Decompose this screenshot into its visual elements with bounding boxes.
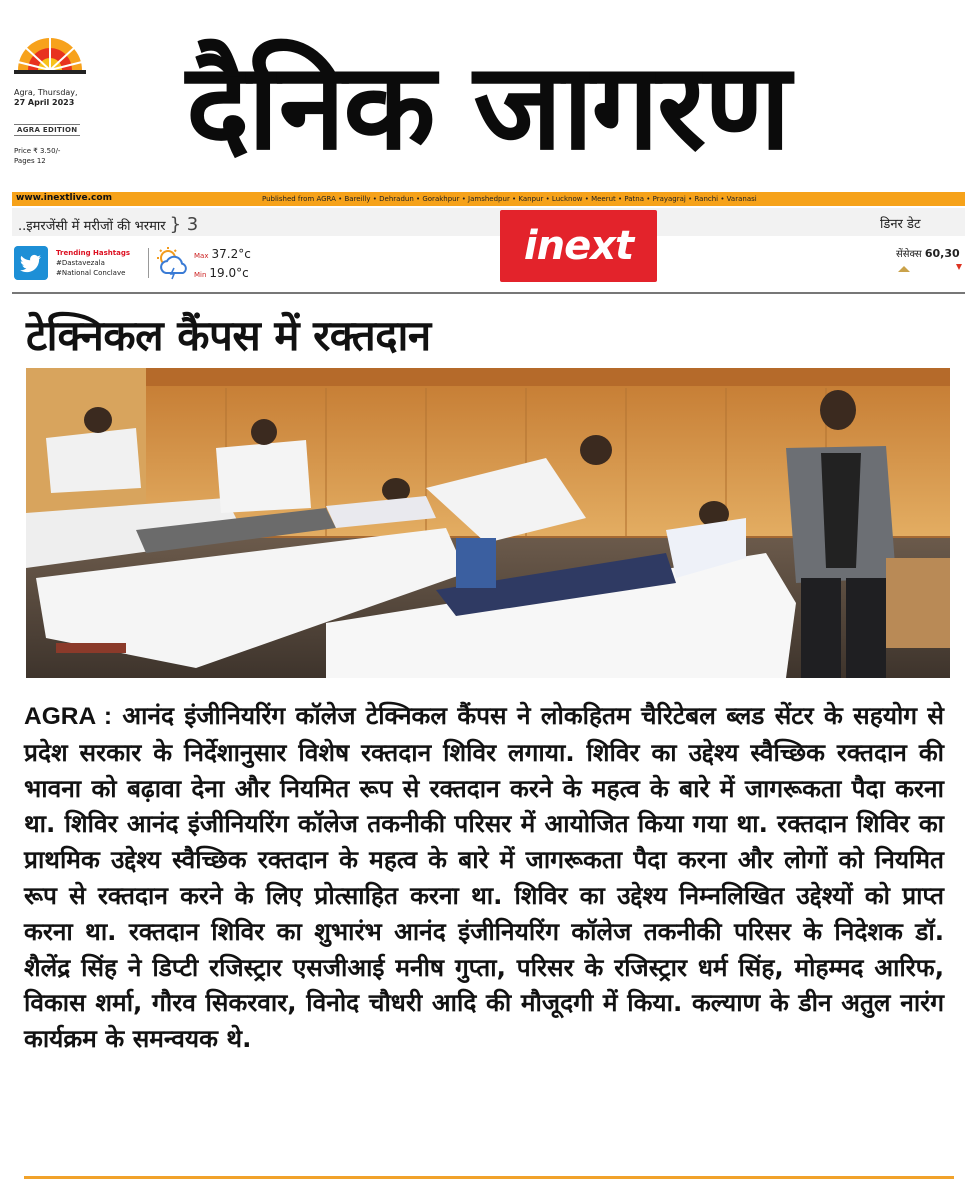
inext-logo: inext: [500, 210, 657, 282]
divider: [148, 248, 149, 278]
dainik-jagran-sun-logo-icon: [14, 34, 86, 74]
hashtag[interactable]: #Dastavezala: [56, 259, 105, 267]
edition-label: AGRA EDITION: [14, 124, 80, 136]
price-block: [14, 146, 60, 166]
page-count: Pages 12: [14, 157, 46, 165]
trending-hashtags: [56, 248, 130, 278]
min-temp-label: Min: [194, 271, 207, 279]
issue-day: Agra, Thursday,: [14, 88, 78, 97]
article-text: आनंद इंजीनियरिंग कॉलेज टेक्निकल कैंपस ने लोकहितम चैरिटेबल ब्लड सेंटर के सहयोग से प्रदेश सरकार के निर्देशानुसार विशेष रक्तदान शिविर लगाया. शिविर का उद्देश्य स्वैच्छिक रक्तदान की भावना को बढ़ावा देना और नियमित रूप से रक्तदान करने के महत्व के बारे में जागरूकता पैदा करना था. शिविर आनंद इंजीनियरिंग कॉलेज तकनीकी परिसर में आयोजित किया गया था. रक्तदान शिविर का प्राथमिक उद्देश्य स्वैच्छिक रक्तदान के महत्व के बारे में जागरूकता पैदा करना और लोगों को नियमित रूप से रक्तदान करने के लिए प्रोत्साहित करना था. शिविर का उद्देश्य निम्नलिखित उद्देश्यों को प्राप्त करना था. रक्तदान शिविर का शुभारंभ आनंद इंजीनियरिंग कॉलेज तकनीकी परिसर के निदेशक डॉ. शैलेंद्र सिंह ने डिप्टी रजिस्ट्रार एसजीआई मनीष गुप्ता, परिसर के रजिस्ट्रार धर्म सिंह, मोहम्मद आरिफ, विकास शर्मा, गौरव सिकरवार, विनोद चौधरी आदि की मौजूदगी में किया. कल्याण के डीन अतुल नारंग कार्यक्रम के समन्वयक थे.: [24, 701, 944, 1054]
article-headline: टेक्निकल कैंपस में रक्तदान: [26, 311, 431, 360]
sensex-readout: [896, 246, 960, 260]
divider: [24, 1176, 954, 1179]
issue-full-date: 27 April 2023: [14, 98, 75, 107]
max-temp: 37.2°c: [211, 247, 251, 261]
sensex-value: 60,30: [924, 247, 960, 260]
blood-donation-camp-photo: [26, 368, 950, 678]
article-body: [24, 698, 944, 1057]
price: Price ₹ 3.50/-: [14, 147, 61, 155]
published-cities: Published from AGRA • Bareilly • Dehradun • Gorakhpur • Jamshedpur • Kanpur • Lucknow • Meerut • Patna • Prayagraj • Ranchi • Varanasi: [262, 195, 757, 203]
weather-readout: [194, 246, 251, 284]
max-temp-label: Max: [194, 252, 209, 260]
hashtag[interactable]: #National Conclave: [56, 269, 126, 277]
sensex-trend-icon: [896, 262, 966, 274]
teaser-left-text: ..इमरजेंसी में मरीजों की भरमार: [18, 219, 166, 234]
sensex-label: सेंसेक्स: [896, 249, 922, 260]
divider: [12, 292, 965, 294]
dateline: AGRA :: [24, 703, 113, 730]
issue-date: [14, 88, 78, 108]
newspaper-title: दैनिक जागरण: [186, 38, 789, 177]
trending-heading: Trending Hashtags: [56, 249, 131, 257]
teaser-right[interactable]: डिनर डेट: [880, 217, 921, 232]
website-url[interactable]: www.inextlive.com: [16, 193, 112, 203]
teaser-left-page: } 3: [169, 214, 199, 235]
min-temp: 19.0°c: [209, 266, 249, 280]
twitter-icon: [14, 246, 48, 280]
teaser-left[interactable]: [18, 214, 198, 235]
weather-cloud-sun-icon: [156, 246, 190, 280]
